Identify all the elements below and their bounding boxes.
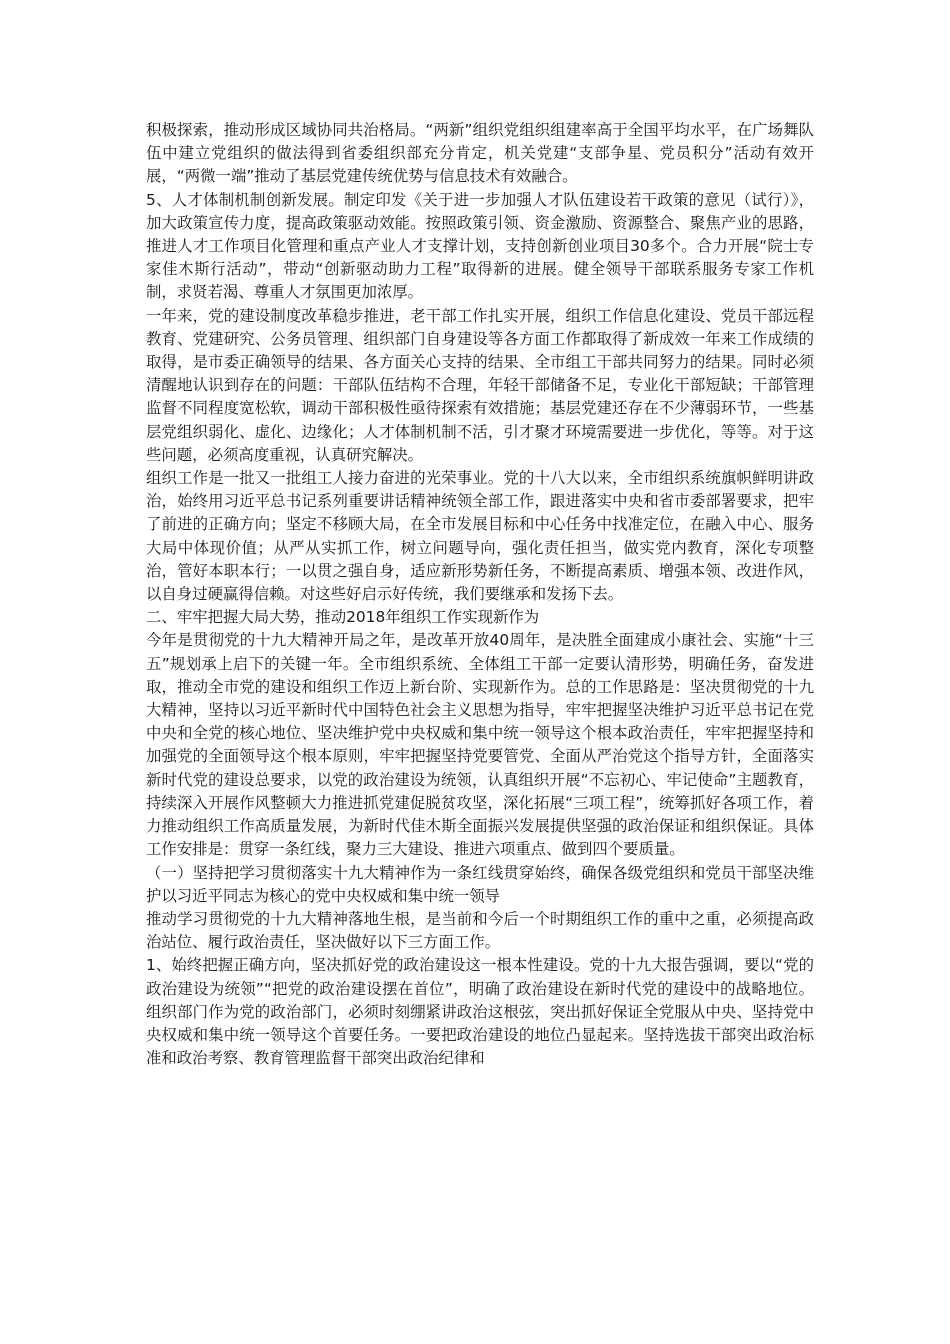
- paragraph-organization-work: 组织工作是一批又一批组工人接力奋进的光荣事业。党的十八大以来，全市组织系统旗帜鲜明讲政治，始终用习近平总书记系列重要讲话精神统领全部工作，跟进落实中央和省市委部署要求，把牢了前进的正确方向；坚定不移顾大局，在全市发展目标和中心任务中找准定位，在融入中心、服务大局中体现价值；从严从实抓工作，树立问题导向，强化责任担当，做实党内教育，深化专项整治，管好本职本行；一以贯之强自身，适应新形势新任务，不断提高素质、增强本领、改进作风，以自身过硬赢得信赖。对这些好启示好传统，我们要继承和发扬下去。: [146, 469, 814, 604]
- paragraph-implementation: 推动学习贯彻党的十九大精神落地生根，是当前和今后一个时期组织工作的重中之重，必须提高政治站位、履行政治责任，坚决做好以下三方面工作。: [146, 909, 814, 952]
- section-heading-2018: 二、牢牢把握大局大势，推动2018年组织工作实现新作为: [146, 608, 540, 627]
- paragraph-year-review: 一年来，党的建设制度改革稳步推进，老干部工作扎实开展，组织工作信息化建设、党员干部远程教育、党建研究、公务员管理、组织部门自身建设等各方面工作都取得了新成效一年来工作成绩的取得，是市委正确领导的结果、各方面关心支持的结果、全市组工干部共同努力的结果。同时必须清醒地认识到存在的问题：干部队伍结构不合理，年轻干部储备不足，专业化干部短缺；干部管理监督不同程度宽松软，调动干部积极性亟待探索有效措施；基层党建还存在不少薄弱环节，一些基层党组织弱化、虚化、边缘化；人才体制机制不活，引才聚才环境需要进一步优化，等等。对于这些问题，必须高度重视，认真研究解决。: [146, 306, 814, 464]
- paragraph-general-approach: 今年是贯彻党的十九大精神开局之年，是改革开放40周年，是决胜全面建成小康社会、实施“十三五”规划承上启下的关键一年。全市组织系统、全体组工干部一定要认清形势，明确任务，奋发进取，推动全市党的建设和组织工作迈上新台阶、实现新作为。总的工作思路是：坚决贯彻党的十九大精神，坚持以习近平新时代中国特色社会主义思想为指导，牢牢把握坚决维护习近平总书记在党中央和全党的核心地位、坚决维护党中央权威和集中统一领导这个根本政治责任，牢牢把握坚持和加强党的全面领导这个根本原则，牢牢把握坚持党要管党、全面从严治党这个指导方针，全面落实新时代党的建设总要求，以党的政治建设为统领，认真组织开展“不忘初心、牢记使命”主题教育，持续深入开展作风整顿大力推进抓党建促脱贫攻坚，深化拓展“三项工程”，统筹抓好各项工作，着力推动组织工作高质量发展，为新时代佳木斯全面振兴发展提供坚强的政治保证和组织保证。具体工作安排是：贯穿一条红线，聚力三大建设、推进六项重点、做到四个要质量。: [146, 631, 814, 859]
- paragraph-regional-governance: 积极探索，推动形成区域协同共治格局。“两新”组织党组织组建率高于全国平均水平，在广场舞队伍中建立党组织的做法得到省委组织部充分肯定，机关党建“支部争星、党员积分”活动有效开展，“两微一端”推动了基层党建传统优势与信息技术有效融合。: [146, 121, 814, 186]
- paragraph-talent-mechanism: 5、人才体制机制创新发展。制定印发《关于进一步加强人才队伍建设若干政策的意见（试行）》，加大政策宣传力度，提高政策驱动效能。按照政策引领、资金激励、资源整合、聚焦产业的思路，推进人才工作项目化管理和重点产业人才支撑计划，支持创新创业项目30多个。合力开展“院士专家佳木斯行活动”，带动“创新驱动助力工程”取得新的进展。健全领导干部联系服务专家工作机制，求贤若渴、尊重人才氛围更加浓厚。: [146, 190, 814, 302]
- document-body: [146, 119, 814, 1070]
- subsection-heading-1: （一）坚持把学习贯彻落实十九大精神作为一条红线贯穿始终，确保各级党组织和党员干部坚决维护以习近平同志为核心的党中央权威和集中统一领导: [146, 863, 814, 905]
- paragraph-political-construction: 1、始终把握正确方向，坚决抓好党的政治建设这一根本性建设。党的十九大报告强调，要以“党的政治建设为统领”“把党的政治建设摆在首位”，明确了政治建设在新时代党的建设中的战略地位。组织部门作为党的政治部门，必须时刻绷紧讲政治这根弦，突出抓好保证全党服从中央、坚持党中央权威和集中统一领导这个首要任务。一要把政治建设的地位凸显起来。坚持选拔干部突出政治标准和政治考察、教育管理监督干部突出政治纪律和: [146, 956, 814, 1068]
